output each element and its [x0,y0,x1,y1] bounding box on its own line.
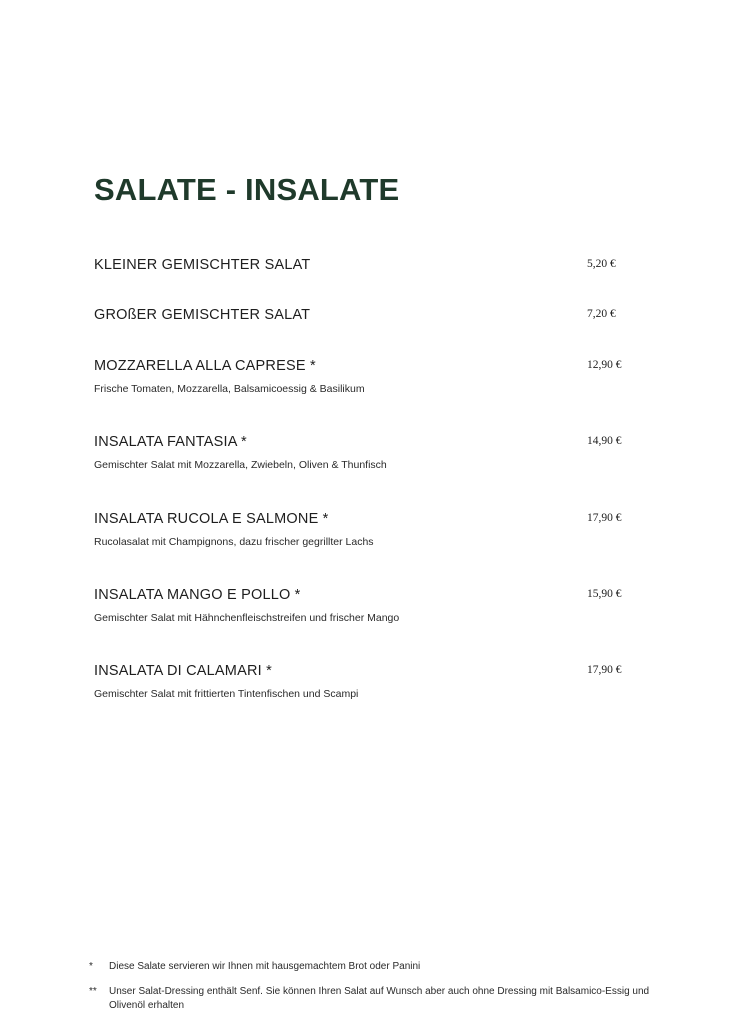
item-description: Rucolasalat mit Champignons, dazu frischer gegrillter Lachs [94,536,374,548]
footnote-marker: * [89,961,93,972]
item-description: Gemischter Salat mit Hähnchenfleischstreifen und frischer Mango [94,612,400,624]
item-name: INSALATA FANTASIA * [94,434,247,450]
item-price: 7,20 € [587,308,616,320]
item-price: 15,90 € [587,588,622,600]
item-price: 14,90 € [587,435,622,447]
item-description: Gemischter Salat mit frittierten Tintenfischen und Scampi [94,688,359,700]
item-name: INSALATA MANGO E POLLO * [94,587,301,603]
item-description: Frische Tomaten, Mozzarella, Balsamicoessig & Basilikum [94,383,365,395]
footnote-text: Unser Salat-Dressing enthält Senf. Sie können Ihren Salat auf Wunsch aber auch ohne Dressing mit Balsamico-Essig und Olivenöl erhalten [109,986,650,1011]
item-price: 17,90 € [587,664,622,676]
footnote-marker: ** [89,986,97,997]
item-price: 12,90 € [587,359,622,371]
item-name: GROßER GEMISCHTER SALAT [94,307,311,323]
item-name: MOZZARELLA ALLA CAPRESE * [94,358,316,374]
footnote-text: Diese Salate servieren wir Ihnen mit hausgemachtem Brot oder Panini [109,961,421,972]
item-name: INSALATA DI CALAMARI * [94,663,272,679]
item-price: 5,20 € [587,258,616,270]
item-name: KLEINER GEMISCHTER SALAT [94,257,311,273]
item-description: Gemischter Salat mit Mozzarella, Zwiebeln, Oliven & Thunfisch [94,459,387,471]
page-title: SALATE - INSALATE [94,172,400,207]
item-price: 17,90 € [587,512,622,524]
item-name: INSALATA RUCOLA E SALMONE * [94,511,329,527]
